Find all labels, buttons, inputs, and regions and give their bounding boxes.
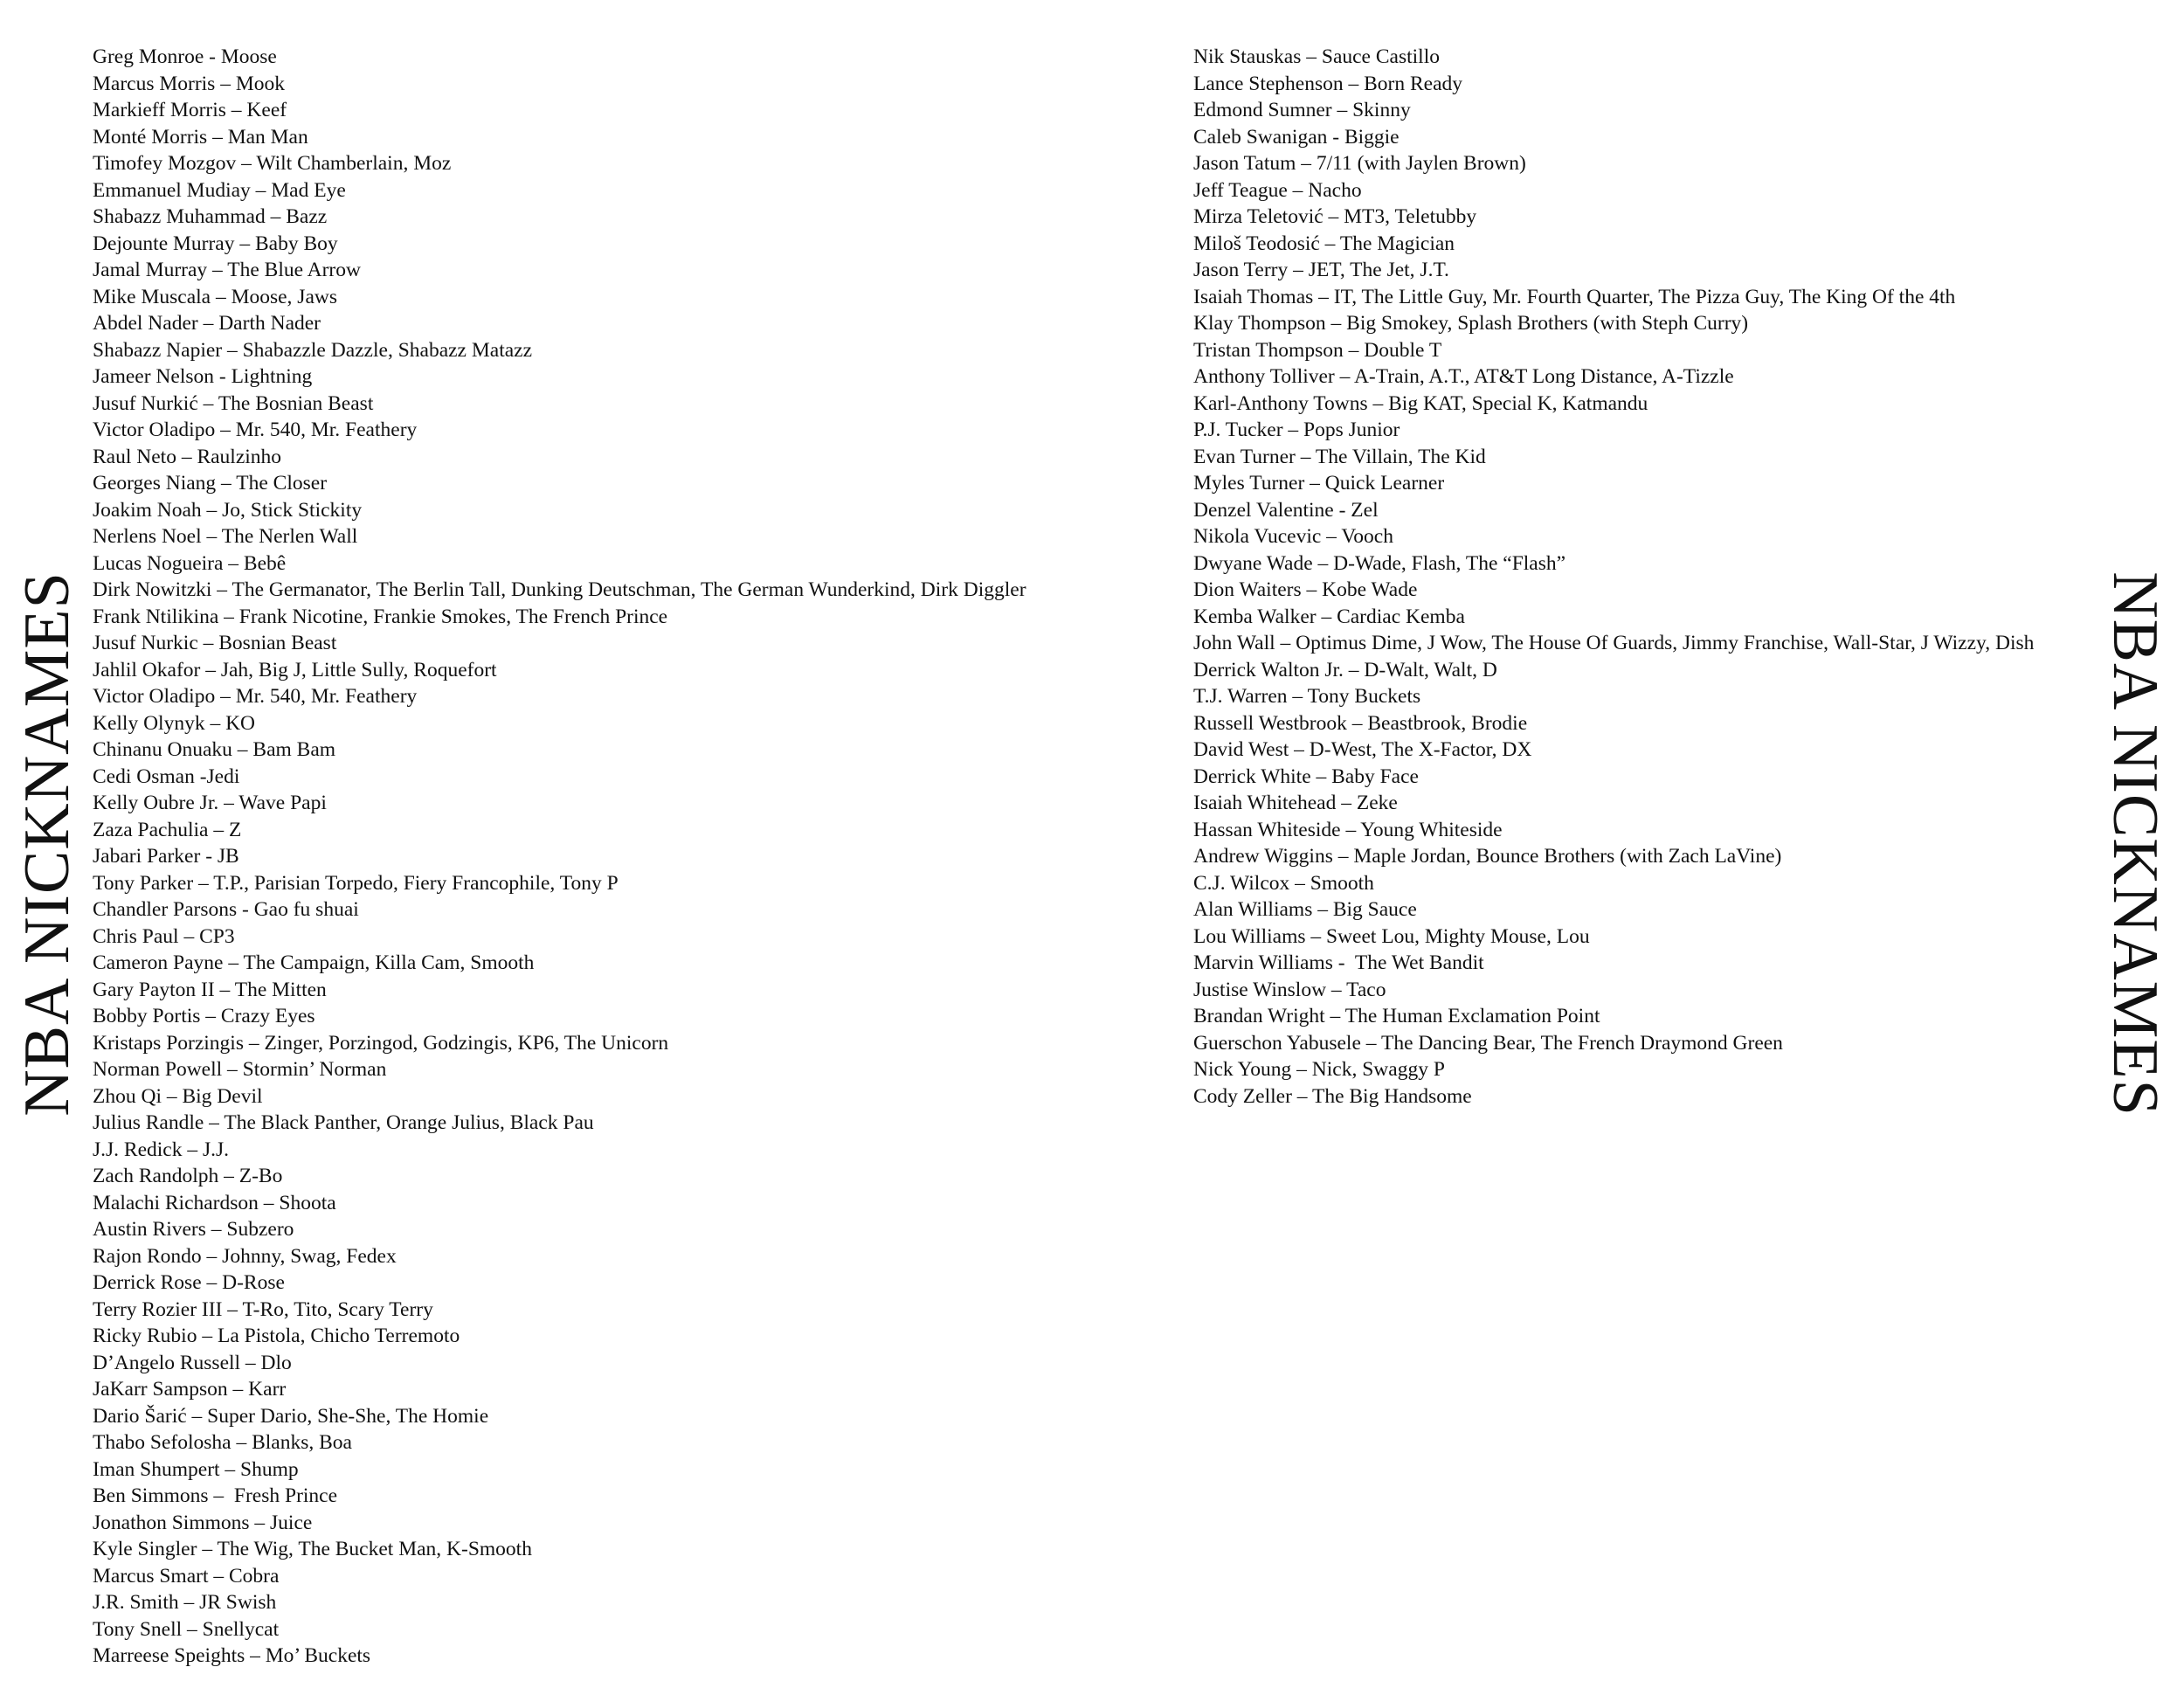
nickname-entry: Alan Williams – Big Sauce (1193, 898, 1417, 921)
nickname-entry: Gary Payton II – The Mitten (93, 978, 327, 1001)
nickname-entry: Frank Ntilikina – Frank Nicotine, Frankie Smokes, The French Prince (93, 605, 668, 628)
nickname-entry: Victor Oladipo – Mr. 540, Mr. Feathery (93, 419, 418, 441)
nickname-entry: Victor Oladipo – Mr. 540, Mr. Feathery (93, 685, 418, 708)
nickname-entry: Isaiah Whitehead – Zeke (1193, 792, 1398, 814)
nickname-entry: Zach Randolph – Z-Bo (93, 1165, 283, 1187)
nickname-entry: Dwyane Wade – D-Wade, Flash, The “Flash” (1193, 551, 1566, 575)
nickname-entry: Norman Powell – Stormin’ Norman (93, 1058, 387, 1081)
nickname-entry: Derrick White – Baby Face (1193, 764, 1419, 788)
nickname-entry: Lance Stephenson – Born Ready (1193, 72, 1463, 95)
nickname-entry: Myles Turner – Quick Learner (1193, 472, 1445, 495)
nickname-entry: Malachi Richardson – Shoota (93, 1191, 336, 1214)
nickname-entry: Brandan Wright – The Human Exclamation Point (1193, 1005, 1600, 1027)
nickname-entry: Tristan Thompson – Double T (1193, 338, 1442, 362)
nickname-entry: Derrick Walton Jr. – D-Walt, Walt, D (1193, 658, 1497, 681)
nickname-entry: Abdel Nader – Darth Nader (93, 312, 321, 335)
nickname-entry: Marcus Smart – Cobra (93, 1564, 280, 1588)
nickname-entry: Evan Turner – The Villain, The Kid (1193, 445, 1486, 468)
side-title-right: NBA NICKNAMES (2099, 571, 2171, 1117)
nickname-entry: Georges Niang – The Closer (93, 472, 328, 495)
nickname-entry: Bobby Portis – Crazy Eyes (93, 1005, 315, 1027)
nickname-entry: Tony Parker – T.P., Parisian Torpedo, Fiery Francophile, Tony P (93, 871, 619, 895)
nickname-entry: Jahlil Okafor – Jah, Big J, Little Sully, Roquefort (93, 658, 497, 681)
nickname-entry: Greg Monroe - Moose (93, 45, 277, 68)
nickname-entry: Derrick Rose – D-Rose (93, 1271, 285, 1294)
nickname-entry: Edmond Sumner – Skinny (1193, 99, 1411, 121)
nickname-entry: Kelly Olynyk – KO (93, 711, 256, 735)
nickname-entry: Jusuf Nurkic – Bosnian Beast (93, 632, 337, 654)
nickname-entry: J.R. Smith – JR Swish (93, 1591, 277, 1614)
nickname-entry: Nick Young – Nick, Swaggy P (1193, 1058, 1445, 1081)
nickname-entry: Lucas Nogueira – Bebê (93, 551, 287, 575)
nickname-entry: Ricky Rubio – La Pistola, Chicho Terremoto (93, 1325, 460, 1347)
nickname-entry: Kemba Walker – Cardiac Kemba (1193, 605, 1465, 628)
nickname-entry: Nik Stauskas – Sauce Castillo (1193, 45, 1440, 68)
nickname-entry: Cameron Payne – The Campaign, Killa Cam, Smooth (93, 951, 535, 974)
nickname-entry: T.J. Warren – Tony Buckets (1193, 685, 1421, 708)
nickname-entry: C.J. Wilcox – Smooth (1193, 871, 1374, 895)
nickname-entry: Tony Snell – Snellycat (93, 1617, 280, 1641)
nickname-entry: Marreese Speights – Mo’ Buckets (93, 1644, 371, 1667)
nickname-entry: Guerschon Yabusele – The Dancing Bear, The French Draymond Green (1193, 1031, 1783, 1055)
nickname-entry: Klay Thompson – Big Smokey, Splash Brothers (with Steph Curry) (1193, 312, 1749, 335)
nickname-entry: Monté Morris – Man Man (93, 125, 308, 149)
nickname-entry: Justise Winslow – Taco (1193, 978, 1386, 1001)
nickname-entry: JaKarr Sampson – Karr (93, 1378, 287, 1401)
nickname-entry: Andrew Wiggins – Maple Jordan, Bounce Brothers (with Zach LaVine) (1193, 845, 1782, 868)
nickname-entry: Chris Paul – CP3 (93, 924, 235, 948)
nickname-entry: Shabazz Muhammad – Bazz (93, 205, 328, 228)
nickname-entry: Karl-Anthony Towns – Big KAT, Special K, Katmandu (1193, 391, 1648, 415)
nickname-list-right (1193, 44, 2102, 1110)
nickname-entry: P.J. Tucker – Pops Junior (1193, 419, 1400, 441)
nickname-entry: John Wall – Optimus Dime, J Wow, The House Of Guards, Jimmy Franchise, Wall-Star, J Wizzy, Dish (1193, 632, 2035, 654)
nickname-entry: Chandler Parsons - Gao fu shuai (93, 898, 359, 921)
nickname-entry: Ben Simmons – Fresh Prince (93, 1484, 338, 1507)
nickname-entry: Jeff Teague – Nacho (1193, 178, 1362, 202)
nickname-entry: Dion Waiters – Kobe Wade (1193, 578, 1418, 601)
nickname-entry: Cody Zeller – The Big Handsome (1193, 1084, 1472, 1108)
nickname-entry: Timofey Mozgov – Wilt Chamberlain, Moz (93, 152, 452, 175)
nickname-entry: Jusuf Nurkić – The Bosnian Beast (93, 391, 374, 415)
nickname-entry: Lou Williams – Sweet Lou, Mighty Mouse, Lou (1193, 924, 1590, 948)
nickname-entry: Chinanu Onuaku – Bam Bam (93, 738, 336, 761)
nickname-entry: David West – D-West, The X-Factor, DX (1193, 738, 1532, 761)
nickname-entry: Kelly Oubre Jr. – Wave Papi (93, 792, 327, 814)
nickname-entry: Dejounte Murray – Baby Boy (93, 232, 338, 255)
nickname-entry: Markieff Morris – Keef (93, 99, 287, 121)
nickname-entry: Thabo Sefolosha – Blanks, Boa (93, 1431, 352, 1454)
nickname-entry: Terry Rozier III – T-Ro, Tito, Scary Terry (93, 1297, 433, 1321)
nickname-entry: Rajon Rondo – Johnny, Swag, Fedex (93, 1244, 397, 1268)
nickname-entry: D’Angelo Russell – Dlo (93, 1351, 292, 1374)
nickname-entry: Jameer Nelson - Lightning (93, 365, 313, 388)
nickname-list-left (93, 44, 1097, 1670)
nickname-entry: Dirk Nowitzki – The Germanator, The Berlin Tall, Dunking Deutschman, The German Wunderkind, Dirk Diggler (93, 578, 1026, 601)
nickname-entry: Jabari Parker - JB (93, 845, 239, 868)
nickname-entry: Austin Rivers – Subzero (93, 1218, 294, 1241)
nickname-entry: Kristaps Porzingis – Zinger, Porzingod, Godzingis, KP6, The Unicorn (93, 1031, 669, 1055)
nickname-entry: Anthony Tolliver – A-Train, A.T., AT&T Long Distance, A-Tizzle (1193, 365, 1734, 388)
nickname-entry: Jason Tatum – 7/11 (with Jaylen Brown) (1193, 152, 1526, 175)
nickname-entry: Cedi Osman -Jedi (93, 764, 240, 788)
nickname-entry: Jamal Murray – The Blue Arrow (93, 259, 361, 281)
nickname-entry: Dario Šarić – Super Dario, She-She, The Homie (93, 1404, 489, 1428)
nickname-entry: Isaiah Thomas – IT, The Little Guy, Mr. Fourth Quarter, The Pizza Guy, The King Of the 4th (1193, 285, 1956, 308)
nickname-entry: Denzel Valentine - Zel (1193, 498, 1379, 522)
nickname-entry: Mike Muscala – Moose, Jaws (93, 285, 338, 308)
nickname-entry: Shabazz Napier – Shabazzle Dazzle, Shabazz Matazz (93, 338, 533, 362)
nickname-entry: Kyle Singler – The Wig, The Bucket Man, K-Smooth (93, 1538, 532, 1560)
nickname-entry: Nikola Vucevic – Vooch (1193, 525, 1393, 548)
nickname-entry: Marcus Morris – Mook (93, 72, 285, 95)
nickname-entry: Zhou Qi – Big Devil (93, 1084, 263, 1108)
nickname-entry: Raul Neto – Raulzinho (93, 445, 282, 468)
nickname-entry: Caleb Swanigan - Biggie (1193, 125, 1400, 149)
nickname-entry: Jason Terry – JET, The Jet, J.T. (1193, 259, 1449, 281)
nickname-entry: Zaza Pachulia – Z (93, 818, 242, 841)
side-title-left: NBA NICKNAMES (11, 571, 83, 1117)
nickname-entry: Russell Westbrook – Beastbrook, Brodie (1193, 711, 1528, 735)
nickname-entry: J.J. Redick – J.J. (93, 1138, 230, 1161)
nickname-entry: Hassan Whiteside – Young Whiteside (1193, 818, 1503, 841)
nickname-entry: Miloš Teodosić – The Magician (1193, 232, 1455, 255)
nickname-entry: Iman Shumpert – Shump (93, 1457, 299, 1481)
nickname-entry: Jonathon Simmons – Juice (93, 1511, 313, 1534)
nickname-entry: Marvin Williams - The Wet Bandit (1193, 951, 1484, 974)
nickname-entry: Joakim Noah – Jo, Stick Stickity (93, 498, 363, 522)
nickname-entry: Nerlens Noel – The Nerlen Wall (93, 525, 358, 548)
nickname-entry: Emmanuel Mudiay – Mad Eye (93, 178, 346, 202)
nickname-entry: Mirza Teletović – MT3, Teletubby (1193, 205, 1477, 228)
nickname-entry: Julius Randle – The Black Panther, Orange Julius, Black Pau (93, 1111, 594, 1134)
